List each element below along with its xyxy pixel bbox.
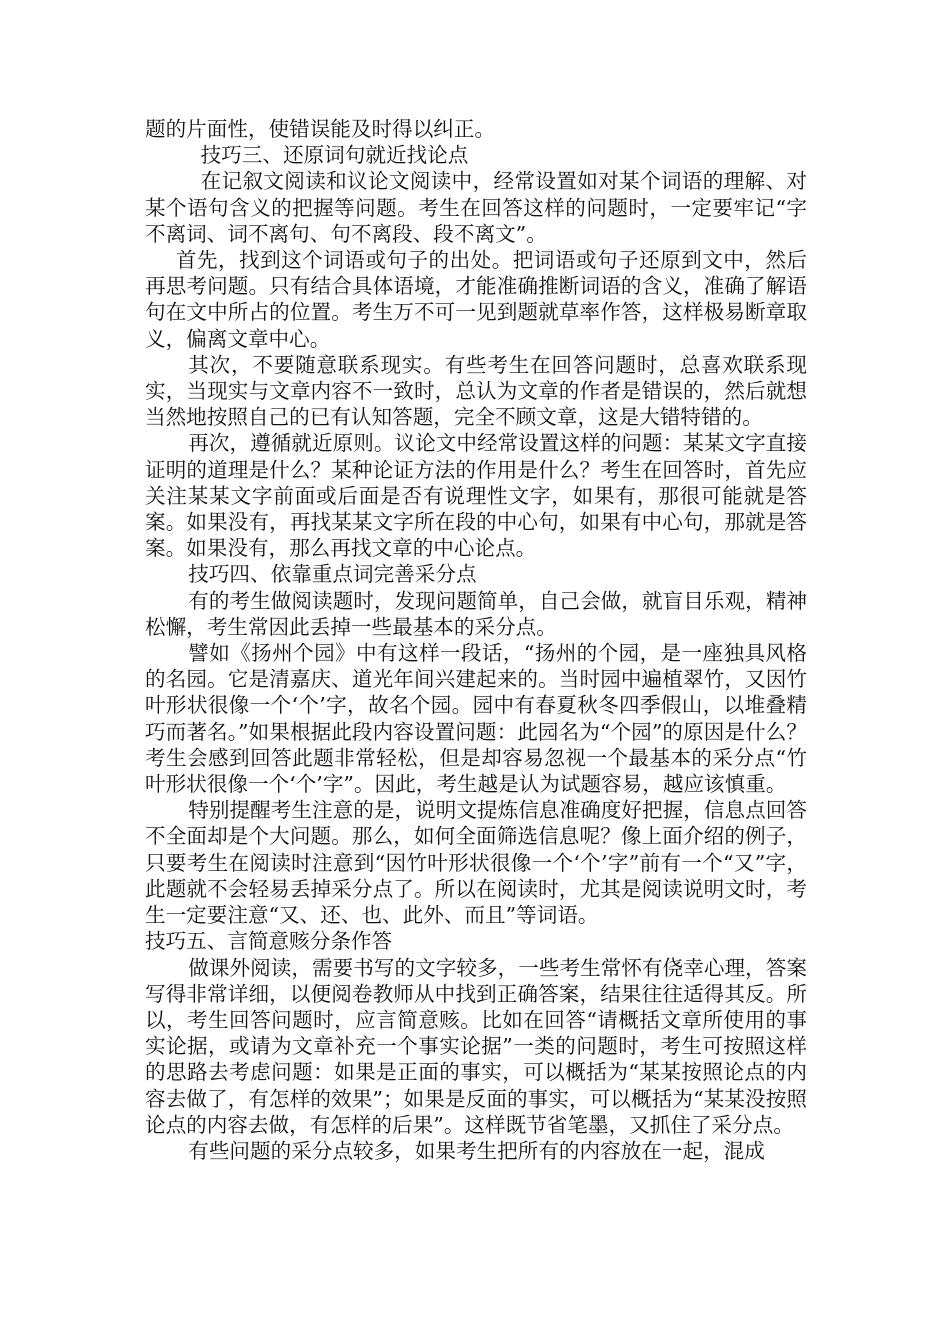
paragraph-continuation: 题的片面性，使错误能及时得以纠正。 [145, 117, 496, 141]
document-page [145, 116, 807, 1164]
heading-technique-4: 技巧四、依靠重点词完善采分点 [188, 562, 477, 587]
paragraph-technique-5-body: 做课外阅读，需要书写的文字较多，一些考生常怀有侥幸心理，答案写得非常详细，以便阅卷教师从中找到正确答案，结果往往适得其反。所以，考生回答问题时，应言简意赅。比如在回答“请概括文章所使用的事实论据，或请为文章补充一个事实论据”一类的问题时，考生可按照这样的思路去考虑问题：如果是正面的事实，可以概括为“某某按照论点的内容去做了，有怎样的效果”；如果是反面的事实，可以概括为“某某没按照论点的内容去做，有怎样的后果”。这样既节省笔墨，又抓住了采分点。 [145, 955, 807, 1137]
paragraph-technique-4-intro: 有的考生做阅读题时，发现问题简单，自己会做，就盲目乐观，精神松懈，考生常因此丢掉一些最基本的采分点。 [145, 588, 807, 639]
heading-technique-5: 技巧五、言简意赅分条作答 [145, 929, 393, 954]
paragraph-third: 再次，遵循就近原则。议论文中经常设置这样的问题：某某文字直接证明的道理是什么？某种论证方法的作用是什么？考生在回答时，首先应关注某某文字前面或后面是否有说理性文字，如果有，那很可能就是答案。如果没有，再找某某文字所在段的中心句，如果有中心句，那就是答案。如果没有，那么再找文章的中心论点。 [145, 431, 807, 561]
paragraph-intro-technique-3: 在记叙文阅读和议论文阅读中，经常设置如对某个词语的理解、对某个语句含义的把握等问题。考生在回答这样的问题时，一定要牢记“字不离词、词不离句、句不离段、段不离文”。 [145, 169, 807, 246]
paragraph-reminder: 特别提醒考生注意的是，说明文提炼信息准确度好把握，信息点回答不全面却是个大问题。那么，如何全面筛选信息呢？像上面介绍的例子，只要考生在阅读时注意到“因竹叶形状很像一个‘个’字”前有一个“又”字，此题就不会轻易丢掉采分点了。所以在阅读时，尤其是阅读说明文时，考生一定要注意“又、还、也、此外、而且”等词语。 [145, 798, 807, 928]
paragraph-first: 首先，找到这个词语或句子的出处。把词语或句子还原到文中，然后再思考问题。只有结合具体语境，才能准确推断词语的含义，准确了解语句在文中所占的位置。考生万不可一见到题就草率作答，这样极易断章取义，偏离文章中心。 [145, 248, 807, 351]
heading-technique-3: 技巧三、还原词句就近找论点 [200, 143, 469, 168]
paragraph-technique-5-last: 有些问题的采分点较多，如果考生把所有的内容放在一起，混成 [188, 1138, 765, 1163]
paragraph-second: 其次，不要随意联系现实。有些考生在回答问题时，总喜欢联系现实，当现实与文章内容不一致时，总认为文章的作者是错误的，然后就想当然地按照自己的已有认知答题，完全不顾文章，这是大错特错的。 [145, 352, 807, 430]
paragraph-example: 譬如《扬州个园》中有这样一段话，“扬州的个园，是一座独具风格的名园。它是清嘉庆、道光年间兴建起来的。当时园中遍植翠竹，又因竹叶形状很像一个‘个’字，故名个园。园中有春夏秋冬四季假山，以堆叠精巧而著名。”如果根据此段内容设置问题：此园名为“个园”的原因是什么？考生会感到回答此题非常轻松，但是却容易忽视一个最基本的采分点“竹叶形状很像一个‘个’字”。因此，考生越是认为试题容易，越应该慎重。 [145, 641, 807, 797]
